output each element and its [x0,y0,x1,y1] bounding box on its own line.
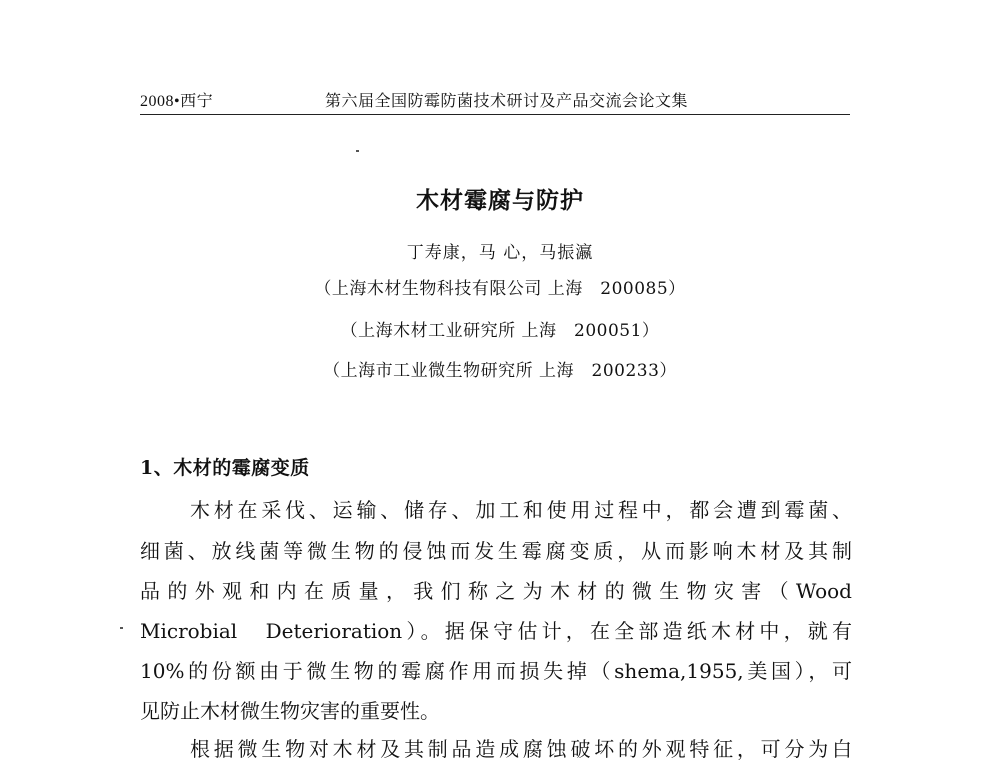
running-header [140,88,850,115]
affiliation-1: （上海木材生物科技有限公司 上海 200085） [314,279,686,299]
affiliation-2: （上海木材工业研究所 上海 200051） [340,321,660,341]
author-list: 丁寿康，马 心，马振瀛 [406,243,594,263]
paragraph-line: 见防止木材微生物灾害的重要性。 [140,699,440,723]
paragraph-line: 10%的份额由于微生物的霉腐作用而损失掉（shema,1955,美国），可 [140,659,852,683]
paragraph-line: 木材在采伐、运输、储存、加工和使用过程中，都会遭到霉菌、 [190,498,852,522]
section-heading: 1、木材的霉腐变质 [140,457,310,479]
scan-speck [120,627,123,629]
paragraph-line: 根据微生物对木材及其制品造成腐蚀破坏的外观特征，可分为白 [190,737,852,760]
header-proceedings-title: 第六届全国防霉防菌技术研讨及产品交流会论文集 [325,93,689,110]
scan-speck [356,150,359,152]
paragraph-line: Microbial Deterioration）。据保守估计，在全部造纸木材中，就有 [140,619,852,643]
paragraph-line: 细菌、放线菌等微生物的侵蚀而发生霉腐变质，从而影响木材及其制 [140,539,852,563]
paper-title: 木材霉腐与防护 [416,187,584,214]
header-year-location: 2008•西宁 [140,93,214,110]
paragraph-line: 品的外观和内在质量，我们称之为木材的微生物灾害（Wood [140,579,852,603]
affiliation-3: （上海市工业微生物研究所 上海 200233） [323,361,677,381]
